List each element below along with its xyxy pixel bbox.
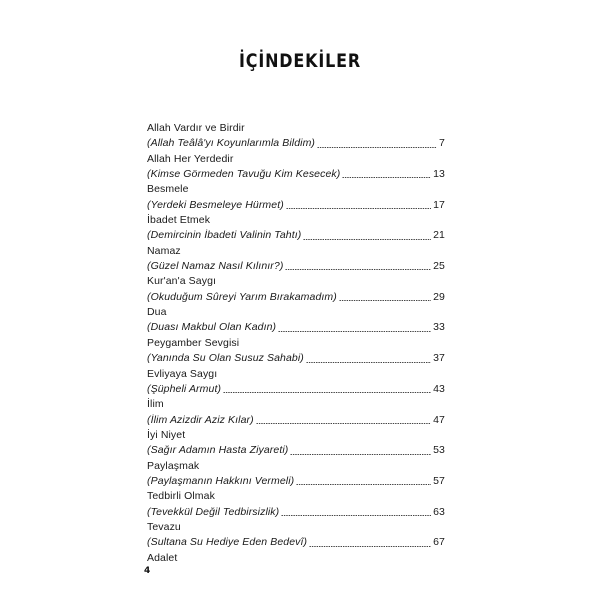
toc-entry xyxy=(147,213,445,244)
toc-entry-heading: Kur'an'a Saygı xyxy=(147,275,217,288)
toc-entry-subtitle: (Güzel Namaz Nasıl Kılınır?) xyxy=(147,260,284,273)
toc-entry-subtitle: (Paylaşmanın Hakkını Vermeli) xyxy=(147,474,295,487)
toc-entry-line xyxy=(147,167,445,182)
toc-entry xyxy=(147,551,445,566)
toc-entry-line xyxy=(147,228,445,243)
dot-leader xyxy=(286,208,431,209)
toc-entry-line xyxy=(147,382,445,397)
toc-entry-heading: İlim xyxy=(147,398,164,411)
toc-entry-heading: Paylaşmak xyxy=(147,459,200,472)
toc-entry xyxy=(147,152,445,183)
dot-leader xyxy=(223,392,431,393)
toc-entry-subtitle: (Sultana Su Hediye Eden Bedevî) xyxy=(147,536,308,549)
toc-entry-subtitle: (Demircinin İbadeti Valinin Tahtı) xyxy=(147,229,302,242)
toc-entry-subtitle: (Yanında Su Olan Susuz Sahabi) xyxy=(147,352,304,365)
toc-entry-heading: Dua xyxy=(147,306,167,319)
toc-entry-heading: Peygamber Sevgisi xyxy=(147,336,240,349)
toc-entry-page: 63 xyxy=(433,505,445,518)
dot-leader xyxy=(317,147,437,148)
dot-leader xyxy=(285,269,431,270)
toc-entry-heading: Namaz xyxy=(147,244,181,257)
toc-entry xyxy=(147,121,445,152)
toc-entry xyxy=(147,367,445,398)
toc-entry-heading: İbadet Etmek xyxy=(147,214,211,227)
toc-entry-heading: Tevazu xyxy=(147,520,181,533)
toc-entry-page: 37 xyxy=(433,352,445,365)
toc-entry-line xyxy=(147,136,445,151)
dot-leader xyxy=(281,515,431,516)
toc-entry-subtitle: (Sağır Adamın Hasta Ziyareti) xyxy=(147,444,289,457)
toc-entry xyxy=(147,459,445,490)
toc-entry-page: 67 xyxy=(433,536,445,549)
toc-entry-subtitle: (Şüpheli Armut) xyxy=(147,382,222,395)
toc-entry xyxy=(147,520,445,551)
toc-entry xyxy=(147,428,445,459)
dot-leader xyxy=(339,300,431,301)
toc-entry-heading: Adalet xyxy=(147,551,178,564)
toc-entry-subtitle: (Duası Makbul Olan Kadın) xyxy=(147,321,277,334)
toc-entry-heading: Evliyaya Saygı xyxy=(147,367,218,380)
toc-entry-line xyxy=(147,413,445,428)
toc-entry-page: 7 xyxy=(439,137,445,150)
toc-entry-subtitle: (Kimse Görmeden Tavuğu Kim Kesecek) xyxy=(147,168,341,181)
toc-entry-heading: Allah Her Yerdedir xyxy=(147,152,234,165)
toc-entry-line xyxy=(147,443,445,458)
toc-entry xyxy=(147,244,445,275)
dot-leader xyxy=(342,177,431,178)
toc-title: İÇİNDEKİLER xyxy=(238,50,362,72)
toc-entry-line xyxy=(147,474,445,489)
toc-entry-page: 43 xyxy=(433,382,445,395)
toc-entry-page: 17 xyxy=(433,198,445,211)
toc-entry-page: 47 xyxy=(433,413,445,426)
dot-leader xyxy=(278,331,431,332)
dot-leader xyxy=(296,484,431,485)
dot-leader xyxy=(306,362,431,363)
toc-entry-heading: Besmele xyxy=(147,183,189,196)
toc-entry-subtitle: (İlim Azizdir Aziz Kılar) xyxy=(147,413,254,426)
toc-entry xyxy=(147,274,445,305)
toc-entry xyxy=(147,336,445,367)
dot-leader xyxy=(290,454,431,455)
toc-entry-line xyxy=(147,259,445,274)
toc-entry-heading: Tedbirli Olmak xyxy=(147,490,215,503)
toc-entry-subtitle: (Tevekkül Değil Tedbirsizlik) xyxy=(147,505,280,518)
toc-entry-line xyxy=(147,320,445,335)
toc-entry xyxy=(147,489,445,520)
page-number: 4 xyxy=(144,566,151,576)
toc-entry-heading: Allah Vardır ve Birdir xyxy=(147,122,245,134)
toc-entry-line xyxy=(147,198,445,213)
dot-leader xyxy=(303,239,431,240)
toc-entry-subtitle: (Allah Teâlâ'yı Koyunlarımla Bildim) xyxy=(147,137,316,150)
toc-entry xyxy=(147,182,445,213)
toc-entry-line xyxy=(147,505,445,520)
toc-entry-subtitle: (Okuduğum Sûreyi Yarım Bırakamadım) xyxy=(147,290,337,303)
toc-entry-page: 13 xyxy=(433,168,445,181)
toc-entry xyxy=(147,397,445,428)
toc-entry-page: 25 xyxy=(433,260,445,273)
toc-entry-subtitle: (Yerdeki Besmeleye Hürmet) xyxy=(147,198,284,211)
toc-entry-heading: İyi Niyet xyxy=(147,428,186,441)
toc-entry-line xyxy=(147,290,445,305)
toc-entry-page: 29 xyxy=(433,290,445,303)
toc-entry-page: 33 xyxy=(433,321,445,334)
toc-entry-line xyxy=(147,535,445,550)
toc-entry-page: 21 xyxy=(433,229,445,242)
toc-entry-page: 57 xyxy=(433,474,445,487)
toc-entry-page: 53 xyxy=(433,444,445,457)
toc-entry-line xyxy=(147,351,445,366)
table-of-contents xyxy=(147,121,445,566)
dot-leader xyxy=(309,546,431,547)
dot-leader xyxy=(256,423,431,424)
toc-entry xyxy=(147,305,445,336)
